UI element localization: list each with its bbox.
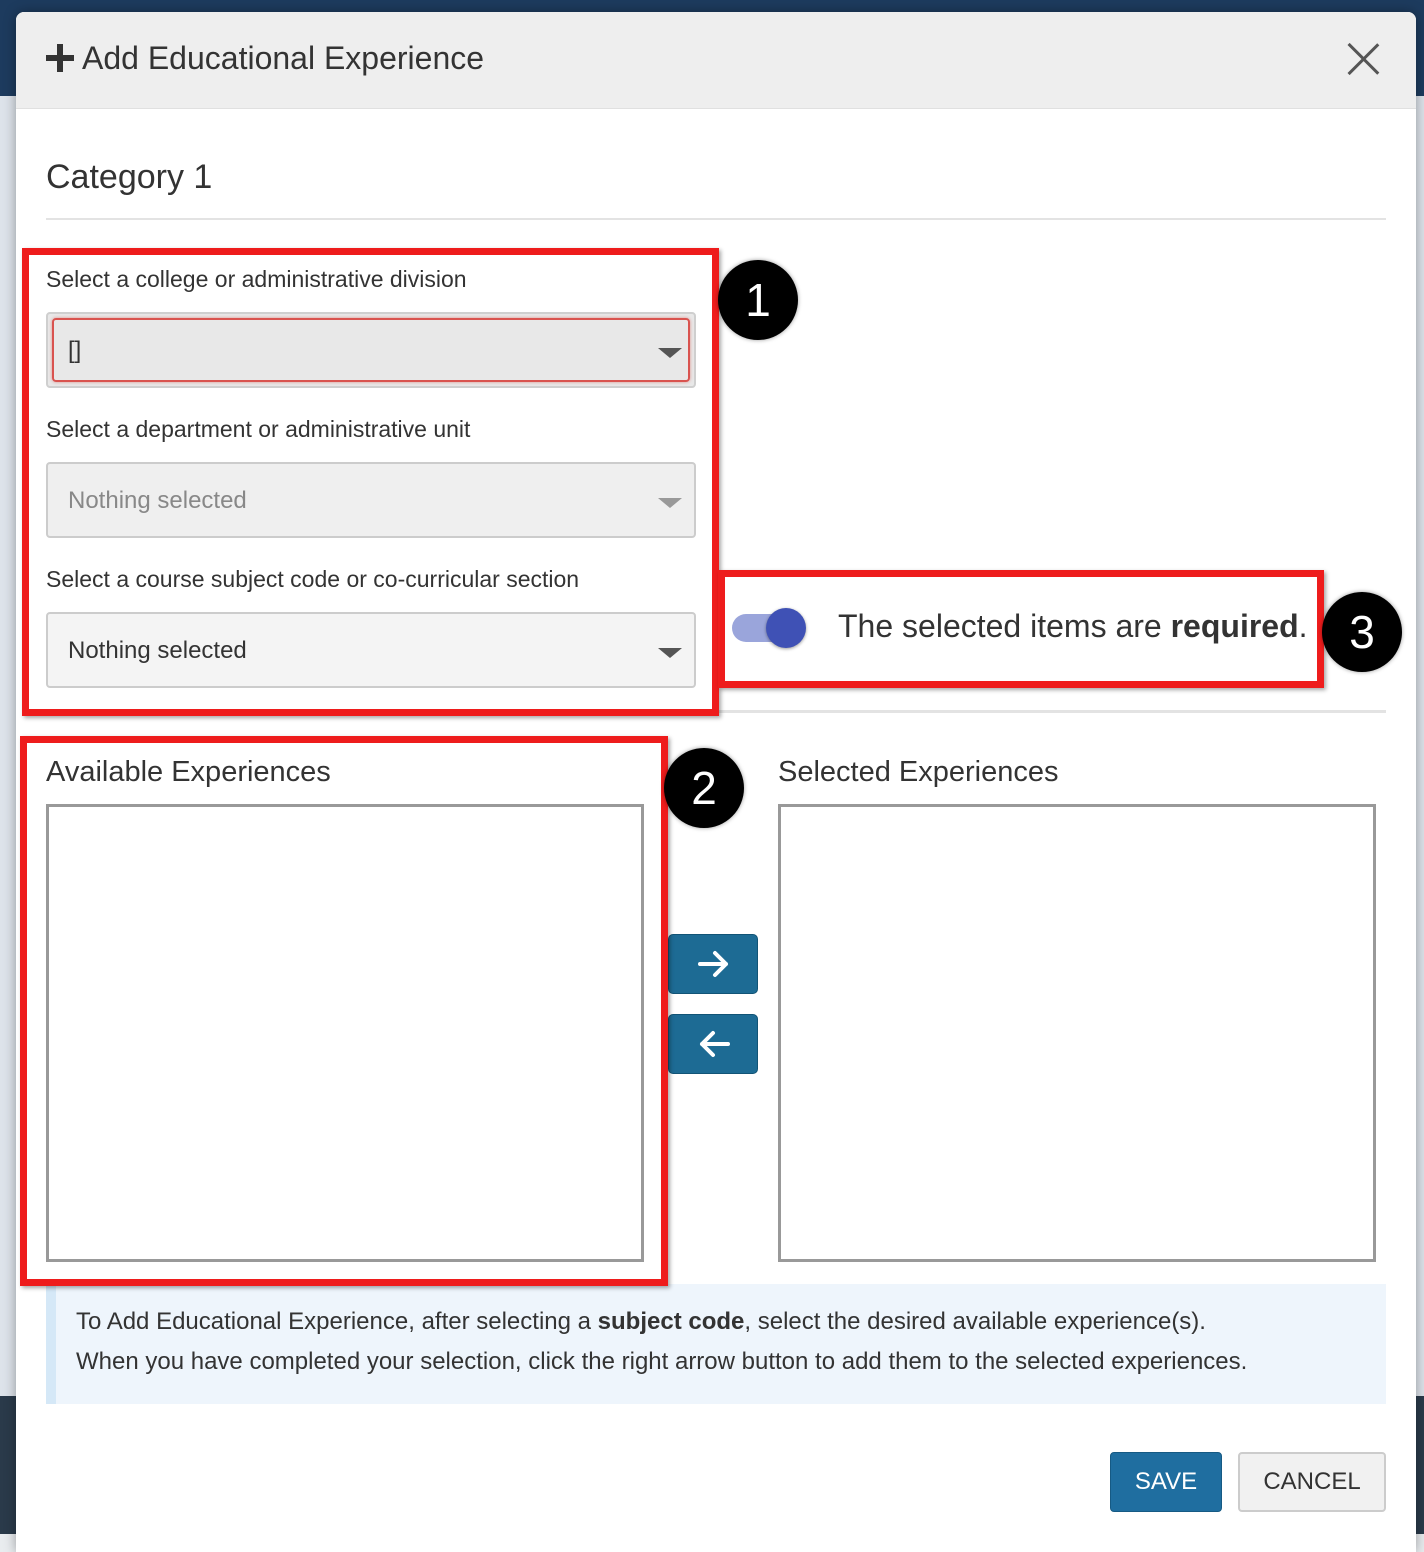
- info-callout: [46, 1284, 1386, 1404]
- modal-header: [16, 12, 1416, 109]
- remove-selected-button[interactable]: [668, 1014, 758, 1074]
- annotation-box-available: [20, 736, 668, 1286]
- add-selected-button[interactable]: [668, 934, 758, 994]
- annotation-badge-2: 2: [664, 748, 744, 828]
- info-line-2: When you have completed your selection, click the right arrow button to add them to the selected experiences.: [76, 1348, 1248, 1375]
- subject-label: Select a course subject code or co-curricular section: [46, 566, 580, 592]
- info-text: To Add Educational Experience, after selecting a: [76, 1308, 598, 1335]
- arrow-left-icon: [698, 1029, 730, 1059]
- cancel-button[interactable]: CANCEL: [1238, 1452, 1386, 1512]
- annotation-box-filters: [22, 248, 719, 716]
- department-select-value: Nothing selected: [68, 487, 247, 514]
- required-text-suffix: .: [1298, 608, 1308, 644]
- required-text-bold: required: [1170, 608, 1299, 644]
- info-line-1: [76, 1308, 1206, 1336]
- annotation-box-toggle: [718, 570, 1324, 688]
- close-icon[interactable]: [1346, 42, 1380, 76]
- annotation-badge-1: 1: [718, 260, 798, 340]
- category-title: Category 1: [46, 158, 213, 196]
- arrow-right-icon: [698, 949, 730, 979]
- department-label: Select a department or administrative unit: [46, 416, 471, 442]
- background-left-strip: [0, 96, 16, 1396]
- save-button[interactable]: SAVE: [1110, 1452, 1222, 1512]
- selected-experiences-title: Selected Experiences: [778, 756, 1059, 788]
- divider: [46, 218, 1386, 220]
- college-select-value: []: [68, 337, 82, 364]
- college-label: Select a college or administrative division: [46, 266, 467, 292]
- modal-title: Add Educational Experience: [82, 40, 485, 76]
- info-bold-text: subject code: [597, 1308, 745, 1335]
- available-experiences-title: Available Experiences: [46, 756, 331, 788]
- plus-icon: [44, 42, 76, 74]
- required-text-prefix: The selected items are: [838, 608, 1171, 644]
- selected-experiences-list[interactable]: [778, 804, 1376, 1262]
- subject-select-value: Nothing selected: [68, 637, 247, 664]
- info-text: , select the desired available experience(s).: [744, 1308, 1206, 1335]
- annotation-badge-3: 3: [1322, 592, 1402, 672]
